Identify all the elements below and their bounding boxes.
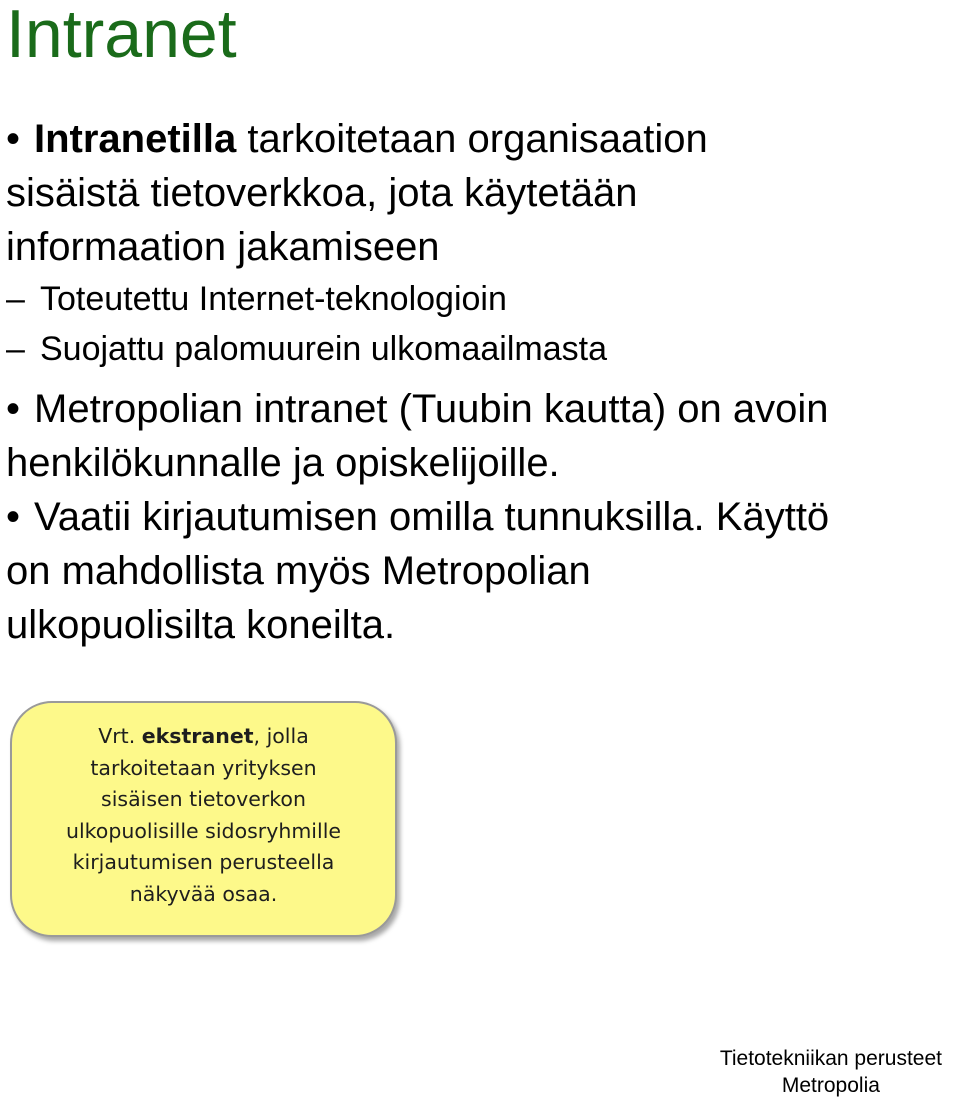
sub-item-firewall xyxy=(6,324,960,374)
callout-text-line: sisäisen tietoverkon xyxy=(101,787,306,811)
dash-marker: – xyxy=(6,330,25,368)
slide-footer xyxy=(720,1045,942,1099)
slide-body xyxy=(6,112,960,652)
bullet-metropolia-intranet xyxy=(6,382,960,490)
callout-text-line: näkyvää osaa. xyxy=(129,881,278,906)
callout-text-line: tarkoitetaan yrityksen xyxy=(90,755,317,780)
bullet-text: Vaatii kirjautumisen omilla tunnuksilla. Käyttö xyxy=(34,495,830,539)
bullet-dot: • xyxy=(6,387,21,431)
sub-item-technology xyxy=(6,274,960,324)
bullet-text-line: henkilökunnalle ja opiskelijoille. xyxy=(6,441,560,485)
term-intranetilla: Intranetilla xyxy=(34,117,237,161)
bullet-text-line: sisäistä tietoverkkoa, jota käytetään xyxy=(6,171,638,215)
footer-course-name: Tietotekniikan perusteet xyxy=(719,1047,942,1070)
bullet-dot: • xyxy=(6,117,21,161)
callout-text-line: , jolla xyxy=(253,724,309,748)
callout-text-line: ulkopuolisille sidosryhmille xyxy=(65,818,342,843)
bullet-text-line: ulkopuolisilta koneilta. xyxy=(6,603,396,647)
bullet-text-line: informaation jakamiseen xyxy=(6,225,440,269)
bullet-dot: • xyxy=(6,495,21,539)
dash-marker: – xyxy=(6,280,25,318)
bullet-login-required xyxy=(6,490,960,652)
footer-institution: Metropolia xyxy=(781,1074,880,1097)
bullet-text: Metropolian intranet (Tuubin kautta) on avoin xyxy=(34,387,829,431)
bullet-text: tarkoitetaan organisaation xyxy=(236,117,708,161)
callout-prefix: Vrt. xyxy=(98,724,142,748)
slide-title: Intranet xyxy=(6,0,237,72)
sub-item-text: Suojattu palomuurein ulkomaailmasta xyxy=(40,330,607,368)
extranet-callout xyxy=(10,701,397,937)
term-ekstranet: ekstranet xyxy=(141,724,254,748)
bullet-text-line: on mahdollista myös Metropolian xyxy=(6,549,591,593)
callout-text xyxy=(12,721,395,910)
bullet-intranet-definition xyxy=(6,112,960,274)
callout-text-line: kirjautumisen perusteella xyxy=(72,850,335,874)
sub-item-text: Toteutettu Internet-teknologioin xyxy=(40,280,507,318)
